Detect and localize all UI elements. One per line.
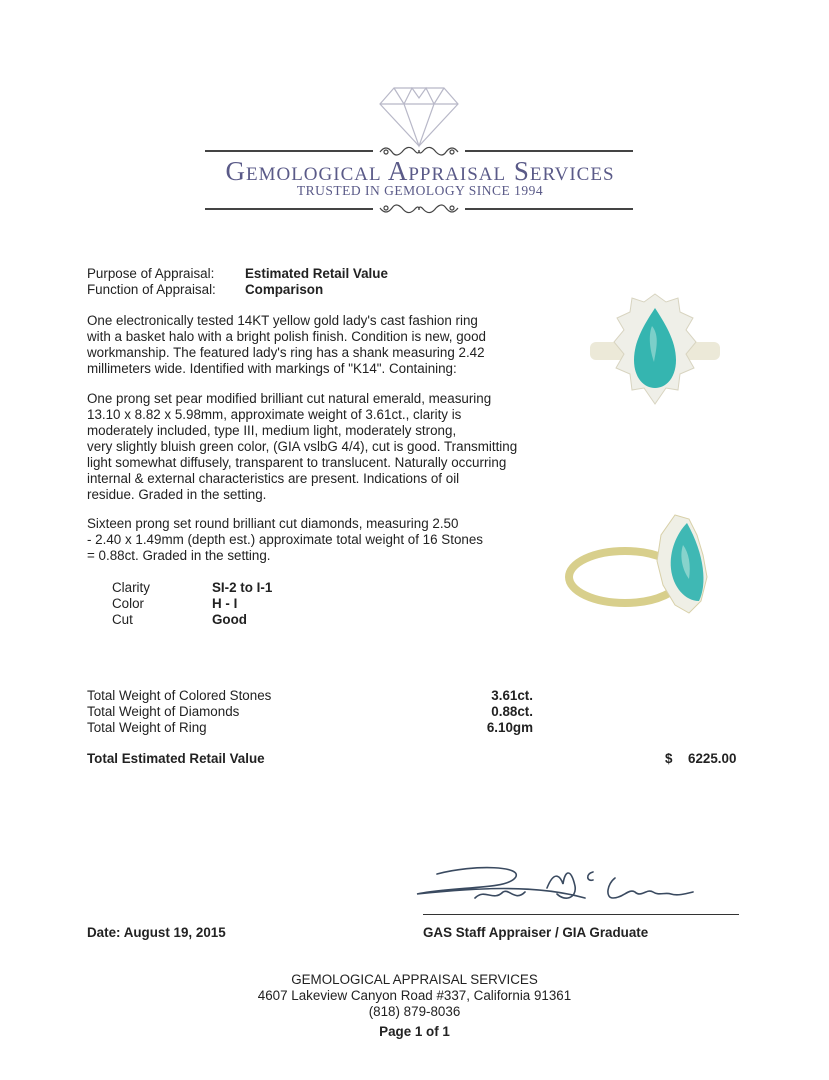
totals-table [87, 688, 547, 736]
grade-label: Color [112, 596, 144, 611]
text-line: millimeters wide. Identified with markings of "K14". Containing: [87, 361, 457, 376]
text-line: very slightly bluish green color, (GIA vslbG 4/4), cut is good. Transmitting [87, 439, 518, 454]
signature-icon [415, 858, 740, 918]
total-label: Total Weight of Ring [87, 720, 207, 735]
footer-phone: (818) 879-8036 [368, 1004, 461, 1019]
total-value: 3.61ct. [491, 688, 533, 703]
total-label: Total Weight of Colored Stones [87, 688, 272, 703]
total-label: Total Weight of Diamonds [87, 704, 240, 719]
diamonds-description [87, 516, 537, 564]
retail-value-label: Total Estimated Retail Value [87, 751, 265, 766]
text-line: 13.10 x 8.82 x 5.98mm, approximate weight of 3.61ct., clarity is [87, 407, 462, 422]
appraiser-title: GAS Staff Appraiser / GIA Graduate [423, 925, 649, 940]
grade-value: SI-2 to I-1 [212, 580, 273, 595]
signature-line [423, 914, 739, 915]
grades-table [112, 580, 272, 628]
text-line: One prong set pear modified brilliant cut natural emerald, measuring [87, 391, 492, 406]
text-line: light somewhat diffusely, transparent to translucent. Naturally occurring [87, 455, 507, 470]
header-rule-bottom-left [205, 208, 373, 210]
grade-row [112, 580, 272, 596]
purpose-value: Estimated Retail Value [245, 266, 388, 281]
text-line: One electronically tested 14KT yellow gold lady's cast fashion ring [87, 313, 478, 328]
emerald-description [87, 391, 547, 503]
grade-value: H - I [212, 596, 238, 611]
ring-side-view-photo [565, 505, 735, 625]
retail-value: 6225.00 [688, 751, 737, 766]
text-line: workmanship. The featured lady's ring has a shank measuring 2.42 [87, 345, 485, 360]
ring-description [87, 313, 537, 377]
total-row [87, 688, 547, 704]
purpose-label: Purpose of Appraisal: [87, 266, 215, 281]
header-rule-bottom-right [465, 208, 633, 210]
company-tagline: TRUSTED IN GEMOLOGY SINCE 1994 [296, 183, 544, 198]
text-line: internal & external characteristics are present. Indications of oil [87, 471, 460, 486]
header-rule-top-left [205, 150, 373, 152]
appraisal-date: Date: August 19, 2015 [87, 925, 226, 940]
company-name: Gemological Appraisal Services [225, 156, 615, 186]
ring-top-view-photo [590, 290, 720, 410]
header-rule-top-right [465, 150, 633, 152]
function-value: Comparison [245, 282, 324, 297]
text-line: = 0.88ct. Graded in the setting. [87, 548, 271, 563]
currency-symbol: $ [665, 751, 673, 766]
text-line: with a basket halo with a bright polish finish. Condition is new, good [87, 329, 486, 344]
scroll-ornament-icon [378, 200, 460, 218]
total-value: 6.10gm [486, 720, 533, 735]
grade-row [112, 612, 272, 628]
grade-row [112, 596, 272, 612]
page-number: Page 1 of 1 [379, 1024, 450, 1039]
diamond-icon [378, 86, 460, 148]
footer-company: GEMOLOGICAL APPRAISAL SERVICES [291, 972, 538, 987]
text-line: residue. Graded in the setting. [87, 487, 267, 502]
text-line: Sixteen prong set round brilliant cut diamonds, measuring 2.50 [87, 516, 459, 531]
grade-label: Cut [112, 612, 133, 627]
text-line: - 2.40 x 1.49mm (depth est.) approximate total weight of 16 Stones [87, 532, 483, 547]
function-label: Function of Appraisal: [87, 282, 216, 297]
text-line: moderately included, type III, medium light, moderately strong, [87, 423, 457, 438]
grade-value: Good [212, 612, 247, 627]
total-row [87, 720, 547, 736]
total-row [87, 704, 547, 720]
footer-address: 4607 Lakeview Canyon Road #337, California 91361 [257, 988, 572, 1003]
total-value: 0.88ct. [491, 704, 533, 719]
grade-label: Clarity [112, 580, 150, 595]
